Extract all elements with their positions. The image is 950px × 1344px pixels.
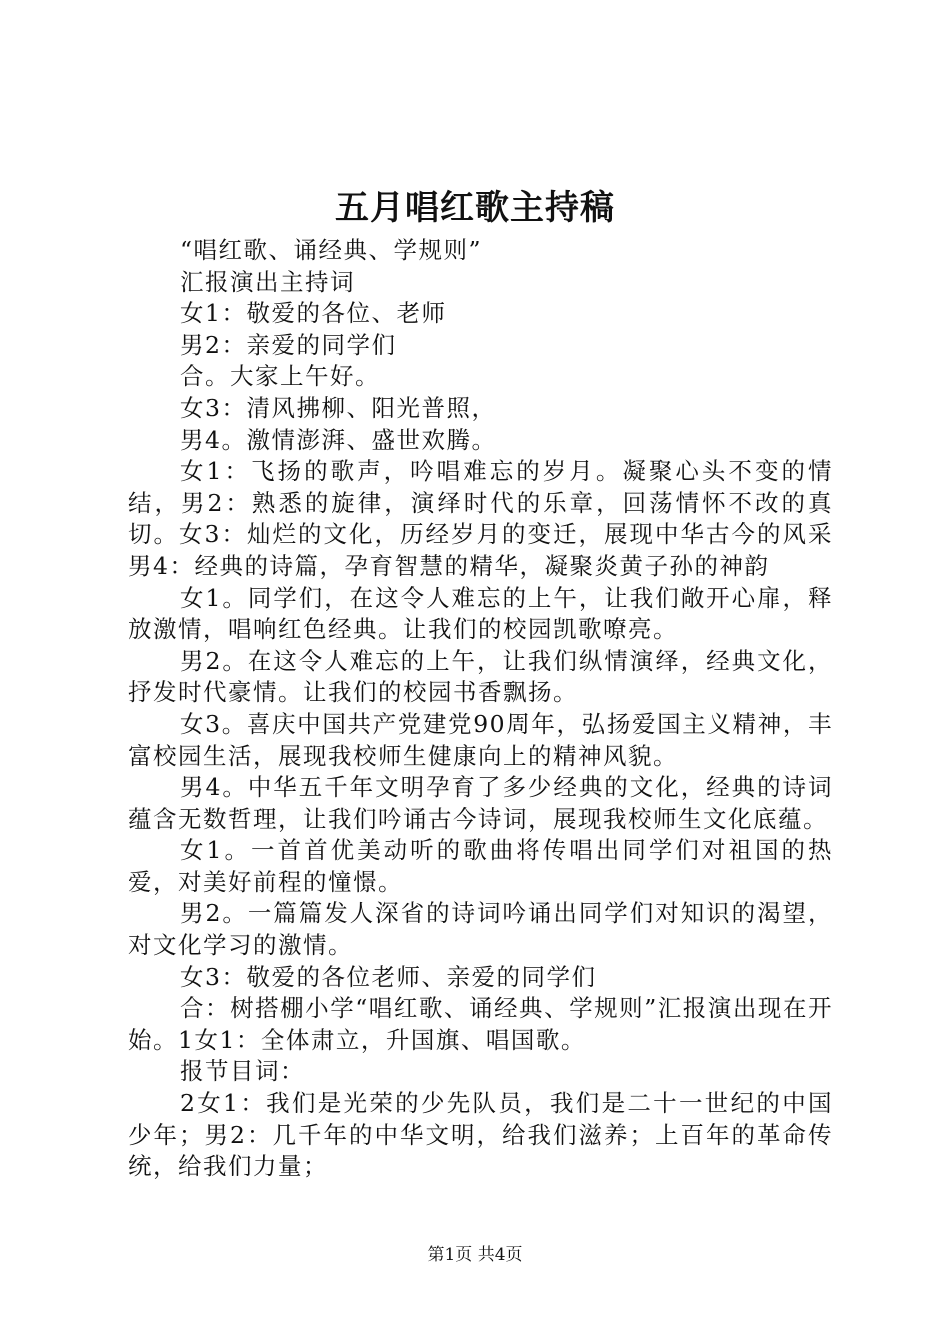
paragraph-line: 男2。一篇篇发人深省的诗词吟诵出同学们对知识的渴望，对文化学习的激情。 [128,899,833,960]
paragraph-line: 报节目词： [180,1057,305,1086]
page-title: 五月唱红歌主持稿 [335,188,615,228]
paragraph-line: 2女1：我们是光荣的少先队员，我们是二十一世纪的中国少年；男2：几千年的中华文明，给我们滋养；上百年的革命传统，给我们力量； [128,1089,833,1181]
paragraph-line: 女3：敬爱的各位老师、亲爱的同学们 [180,962,597,991]
paragraph-line: 女3。喜庆中国共产党建党90周年，弘扬爱国主义精神，丰富校园生活，展现我校师生健康向上的精神风貌。 [128,709,833,770]
page-number-footer: 第1页 共4页 [427,1245,523,1265]
paragraph-line: 男4。中华五千年文明孕育了多少经典的文化，经典的诗词蕴含无数哲理，让我们吟诵古今诗词，展现我校师生文化底蕴。 [128,773,833,833]
paragraph-line: 女1：敬爱的各位、老师 [180,299,447,328]
paragraph-line: 男2：亲爱的同学们 [180,330,397,359]
paragraph-line: 女1：飞扬的歌声，吟唱难忘的岁月。凝聚心头不变的情结，男2：熟悉的旋律，演绎时代的乐章，回荡情怀不改的真切。女3：灿烂的文化，历经岁月的变迁，展现中华古今的风采男4：经典的诗篇，孕育智慧的精华，凝聚炎黄子孙的神韵 [128,457,833,580]
paragraph-line: 合。大家上午好。 [180,362,380,391]
paragraph-line: 合：树搭棚小学“唱红歌、诵经典、学规则”汇报演出现在开始。1女1：全体肃立，升国旗、唱国歌。 [128,994,833,1054]
document-body [128,235,833,1183]
paragraph-line: 女3：清风拂柳、阳光普照， [180,393,497,422]
paragraph-line: 女1。同学们，在这令人难忘的上午，让我们敞开心扉，释放激情，唱响红色经典。让我们的校园凯歌嘹亮。 [128,583,833,644]
paragraph-line: 男4。激情澎湃、盛世欢腾。 [180,425,497,454]
paragraph-line: 女1。一首首优美动听的歌曲将传唱出同学们对祖国的热爱，对美好前程的憧憬。 [128,836,833,896]
paragraph-event-slogan: “唱红歌、诵经典、学规则” [180,236,483,264]
paragraph-line: 男2。在这令人难忘的上午，让我们纵情演绎，经典文化，抒发时代豪情。让我们的校园书香飘扬。 [128,646,833,707]
paragraph-subtitle: 汇报演出主持词 [180,267,355,296]
